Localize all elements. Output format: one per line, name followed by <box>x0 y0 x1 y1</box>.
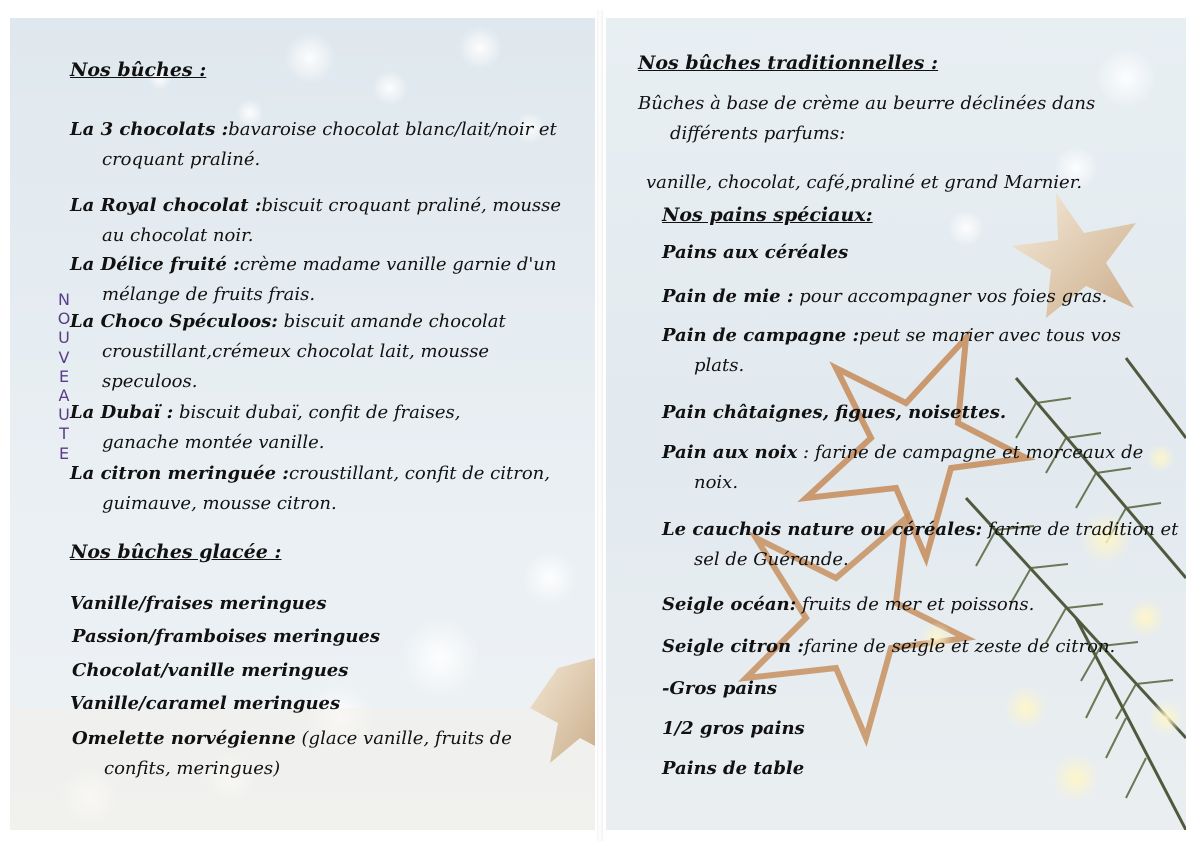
pain-item: Pain châtaignes, figues, noisettes. <box>662 402 1007 423</box>
glacee-item: Chocolat/vanille meringues <box>72 660 349 681</box>
buche-item: La 3 chocolats :bavaroise chocolat blanc/lait/noir et croquant praliné. <box>70 119 557 170</box>
pain-item: Seigle océan: fruits de mer et poissons. <box>662 594 1035 615</box>
heading-nos-buches: Nos bûches : <box>70 59 207 81</box>
right-page <box>606 18 1186 830</box>
pain-item: Le cauchois nature ou céréales: farine de tradition et sel de Guérande. <box>662 519 1179 570</box>
pain-item: -Gros pains <box>662 678 778 699</box>
pain-item: Pain aux noix : farine de campagne et morceaux de noix. <box>662 442 1144 493</box>
nouveaute-vertical-label: N O U V E A U T E <box>57 290 71 463</box>
traditionnelles-description: Bûches à base de crème au beurre déclinées dans différents parfums: <box>638 93 1096 144</box>
pain-item: Pain de campagne :peut se marier avec tous vos plats. <box>662 325 1121 376</box>
buche-item: La Délice fruité :crème madame vanille garnie d'un mélange de fruits frais. <box>70 254 557 305</box>
heading-nos-pains-speciaux: Nos pains spéciaux: <box>662 204 873 226</box>
pain-item: Seigle citron :farine de seigle et zeste de citron. <box>662 636 1116 657</box>
buche-item: La Choco Spéculoos: biscuit amande chocolat croustillant,crémeux chocolat lait, mousse speculoos. <box>70 311 506 392</box>
left-page <box>10 18 595 830</box>
pain-item: Pains de table <box>662 758 805 779</box>
heading-nos-buches-traditionnelles: Nos bûches traditionnelles : <box>638 52 939 74</box>
pain-item: Pains aux céréales <box>662 242 849 263</box>
glacee-item: Vanille/fraises meringues <box>70 593 327 614</box>
buche-item: La citron meringuée :croustillant, confit de citron, guimauve, mousse citron. <box>70 463 550 514</box>
glacee-item: Passion/framboises meringues <box>72 626 381 647</box>
pain-item: 1/2 gros pains <box>662 718 805 739</box>
buche-item: La Dubaï : biscuit dubaï, confit de fraises, ganache montée vanille. <box>70 402 461 453</box>
pain-item: Pain de mie : pour accompagner vos foies gras. <box>662 286 1108 307</box>
glacee-item: Omelette norvégienne (glace vanille, fruits de confits, meringues) <box>72 728 512 779</box>
page-fold <box>597 10 603 841</box>
heading-nos-buches-glacees: Nos bûches glacée : <box>70 541 282 563</box>
traditionnelles-flavors: vanille, chocolat, café,praliné et grand Marnier. <box>646 172 1083 193</box>
glacee-item: Vanille/caramel meringues <box>70 693 341 714</box>
buche-item: La Royal chocolat :biscuit croquant praliné, mousse au chocolat noir. <box>70 195 562 246</box>
